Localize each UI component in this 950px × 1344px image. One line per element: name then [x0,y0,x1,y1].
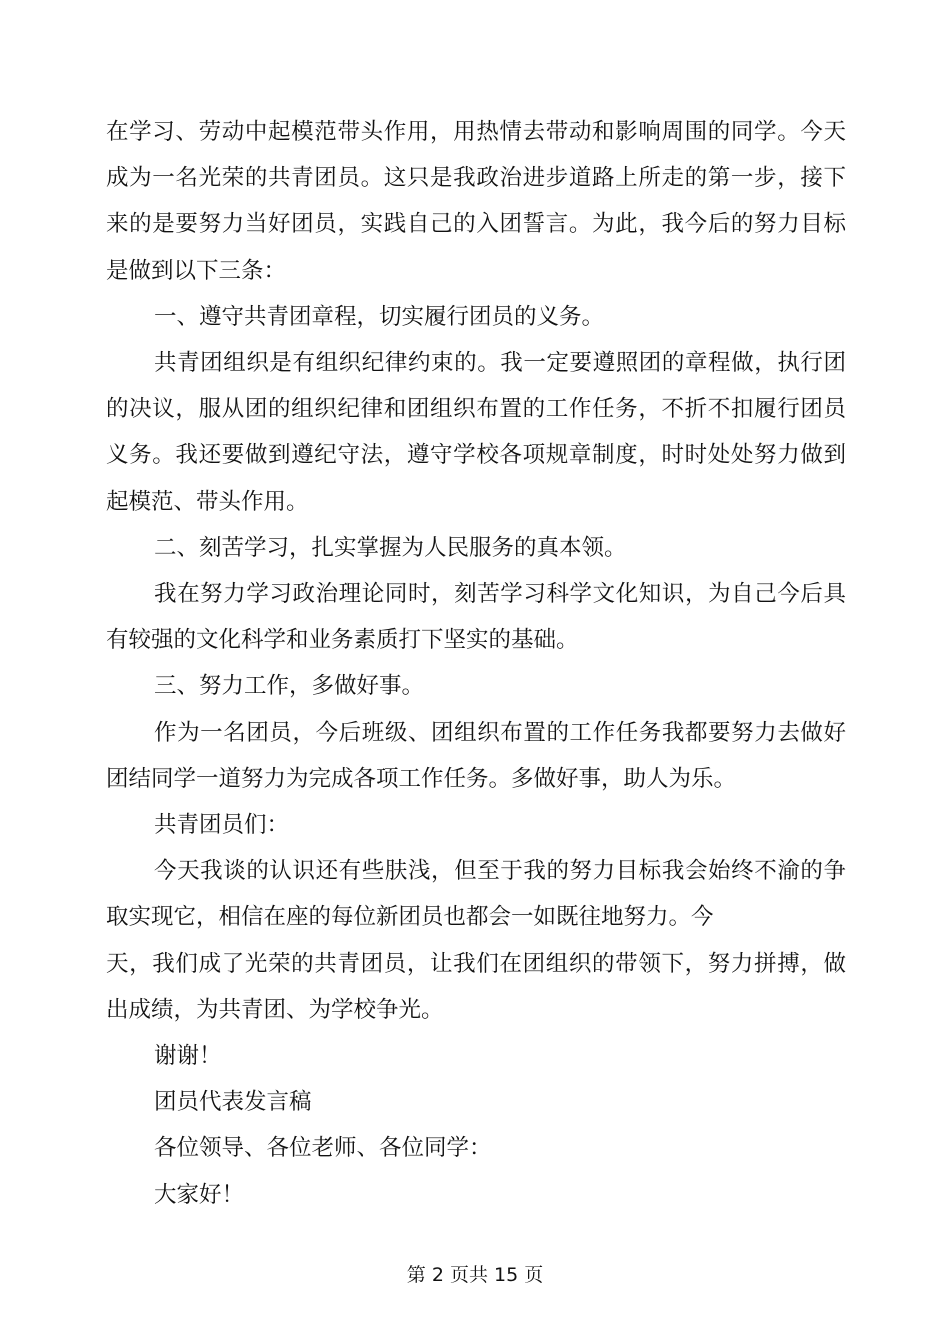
text-line: 在学习、劳动中起模范带头作用，用热情去带动和影响周围的同学。今天 [106,119,846,145]
text-line: 的决议，服从团的组织纪律和团组织布置的工作任务，不折不扣履行团员 [106,396,846,422]
section-heading-1: 一、遵守共青团章程，切实履行团员的义务。 [154,304,605,330]
section-heading-2: 二、刻苦学习，扎实掌握为人民服务的真本领。 [154,535,627,561]
text-line: 是做到以下三条： [106,258,287,284]
text-line: 我在努力学习政治理论同时，刻苦学习科学文化知识，为自己今后具 [154,581,846,607]
greeting-line: 各位领导、各位老师、各位同学： [154,1135,492,1161]
text-line: 起模范、带头作用。 [106,489,309,515]
text-line: 今天我谈的认识还有些肤浅，但至于我的努力目标我会始终不渝的争 [154,858,846,884]
speech-title: 团员代表发言稿 [154,1089,312,1115]
page-number-footer: 第 2 页共 15 页 [406,1264,544,1286]
text-line: 来的是要努力当好团员，实践自己的入团誓言。为此，我今后的努力目标 [106,211,846,237]
greeting-line: 大家好！ [154,1182,245,1208]
text-line: 有较强的文化科学和业务素质打下坚实的基础。 [106,627,579,653]
text-line: 成为一名光荣的共青团员。这只是我政治进步道路上所走的第一步，接下 [106,165,846,191]
text-line: 团结同学一道努力为完成各项工作任务。多做好事，助人为乐。 [106,766,737,792]
text-line: 义务。我还要做到遵纪守法，遵守学校各项规章制度，时时处处努力做到 [106,442,846,468]
text-line: 取实现它，相信在座的每位新团员也都会一如既往地努力。今 [106,904,714,930]
section-heading-3: 三、努力工作，多做好事。 [154,673,425,699]
text-line: 共青团员们： [154,812,290,838]
text-line: 共青团组织是有组织纪律约束的。我一定要遵照团的章程做，执行团 [154,350,846,376]
text-line: 谢谢！ [154,1043,222,1069]
text-line: 天，我们成了光荣的共青团员，让我们在团组织的带领下，努力拼搏，做 [106,951,846,977]
text-line: 出成绩，为共青团、为学校争光。 [106,997,444,1023]
text-line: 作为一名团员，今后班级、团组织布置的工作任务我都要努力去做好 [154,720,846,746]
